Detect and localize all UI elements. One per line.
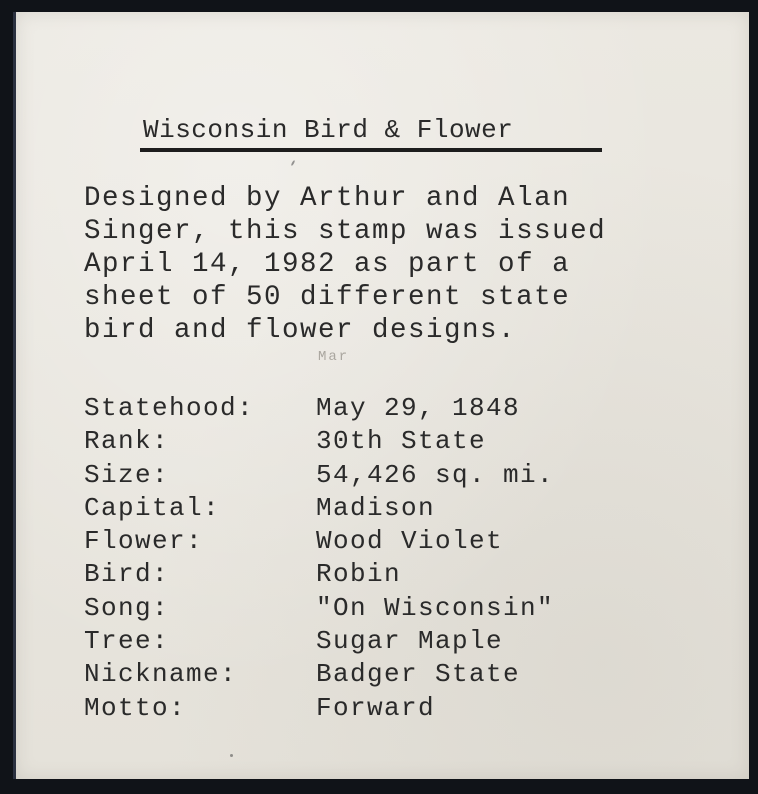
fact-label: Tree: (84, 626, 170, 657)
fact-row-song (84, 592, 554, 625)
fact-label: Capital: (84, 492, 221, 523)
title-underline (140, 148, 602, 152)
fact-label: Bird: (84, 559, 170, 590)
fact-value: 30th State (316, 426, 487, 457)
facts-list (84, 392, 554, 725)
fact-row-tree (84, 625, 554, 658)
fact-row-motto (84, 692, 554, 725)
fact-value: May 29, 1848 (316, 393, 521, 423)
description-line: April 14, 1982 as part of a (84, 249, 571, 280)
fact-value: Badger State (316, 659, 521, 690)
card-title: Wisconsin Bird & Flower (143, 115, 514, 145)
description-line: Singer, this stamp was issued (84, 216, 607, 247)
description-line: sheet of 50 different state (84, 282, 571, 313)
fact-value: "On Wisconsin" (316, 592, 555, 623)
fact-label: Nickname: (84, 659, 238, 690)
description-line: Designed by Arthur and Alan (84, 183, 571, 214)
description-line: bird and flower designs. (84, 315, 517, 346)
fact-row-bird (84, 558, 554, 591)
paper-speck (291, 160, 296, 166)
fact-label: Statehood: (84, 393, 255, 423)
fact-value: Sugar Maple (316, 626, 504, 657)
fact-label: Motto: (84, 692, 187, 723)
fact-value: Wood Violet (316, 526, 504, 557)
fact-value: 54,426 sq. mi. (316, 459, 555, 490)
fact-label: Size: (84, 459, 170, 490)
fact-label: Flower: (84, 526, 204, 557)
paper-speck (230, 754, 233, 757)
fact-value: Madison (316, 492, 436, 523)
fact-row-capital (84, 492, 554, 525)
faint-ghost-text: Mar (318, 349, 350, 365)
fact-value: Robin (316, 559, 402, 590)
fact-row-flower (84, 525, 554, 558)
description-paragraph (84, 182, 606, 347)
fact-row-statehood (84, 392, 554, 425)
fact-row-size (84, 459, 554, 492)
fact-row-rank (84, 425, 554, 458)
fact-value: Forward (316, 692, 436, 723)
fact-label: Song: (84, 592, 170, 623)
info-card (13, 12, 749, 779)
fact-row-nickname (84, 658, 554, 691)
fact-label: Rank: (84, 426, 170, 457)
